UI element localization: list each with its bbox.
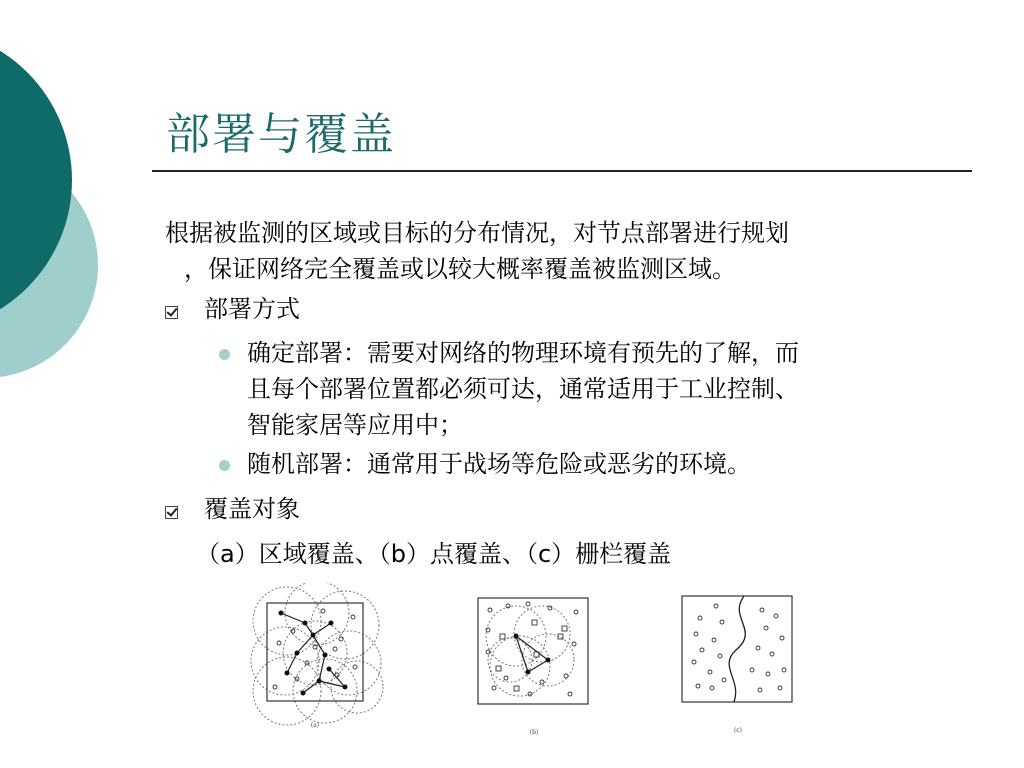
- deterministic-deploy-line-3: 智能家居等应用中；: [247, 411, 463, 439]
- intro-line-2: ，保证网络完全覆盖或以较大概率覆盖被监测区域。: [184, 255, 736, 283]
- figure-barrier-coverage: [676, 590, 806, 740]
- bullet-dot-icon: [219, 460, 230, 471]
- title-divider: [152, 170, 972, 172]
- slide-title: 部署与覆盖: [166, 109, 396, 160]
- figure-point-coverage: [470, 590, 600, 740]
- section-coverage-label: 覆盖对象: [204, 495, 300, 523]
- section-deployment-label: 部署方式: [204, 295, 300, 323]
- deterministic-deploy-line-1: 确定部署：需要对网络的物理环境有预先的了解，而: [247, 339, 799, 367]
- bullet-dot-icon: [219, 349, 230, 360]
- figure-area-coverage: [245, 583, 385, 733]
- checkbox-bullet-icon: [165, 306, 178, 319]
- decorative-circles: [0, 0, 110, 420]
- checkbox-bullet-icon: [165, 506, 178, 519]
- random-deploy-line: 随机部署：通常用于战场等危险或恶劣的环境。: [247, 450, 751, 478]
- figure-c-label: (c): [733, 727, 743, 734]
- figure-a-label: (a): [310, 722, 320, 729]
- deterministic-deploy-line-2: 且每个部署位置都必须可达，通常适用于工业控制、: [247, 375, 799, 403]
- intro-line-1: 根据被监测的区域或目标的分布情况，对节点部署进行规划: [165, 219, 789, 247]
- figure-b-label: (b): [529, 729, 539, 736]
- coverage-types-caption: （a）区域覆盖、（b）点覆盖、（c）栅栏覆盖: [196, 540, 672, 568]
